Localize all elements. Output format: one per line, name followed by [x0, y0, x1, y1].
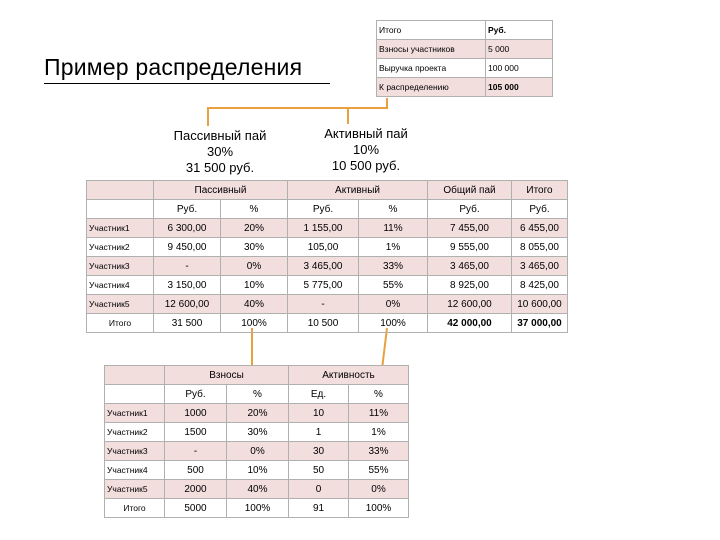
row-label: Участник2	[87, 238, 154, 257]
cell-value: 105,00	[288, 238, 359, 257]
group-total-pai: Общий пай	[428, 181, 512, 200]
cell-value: 9 450,00	[154, 238, 221, 257]
cell-value: 0%	[221, 257, 288, 276]
table-row	[105, 442, 409, 461]
row-label: Участник4	[105, 461, 165, 480]
row-label: Итого	[105, 499, 165, 518]
total-row	[87, 314, 568, 333]
cell-value: 2000	[165, 480, 227, 499]
subheader: Ед.	[289, 385, 349, 404]
table-row	[105, 480, 409, 499]
cell-value: 11%	[359, 219, 428, 238]
summary-header-label: Итого	[377, 21, 486, 40]
cell-value: 5000	[165, 499, 227, 518]
connector-to-activity	[382, 328, 387, 369]
cell-value: 42 000,00	[428, 314, 512, 333]
cell-value: 31 500	[154, 314, 221, 333]
corner-cell	[87, 181, 154, 200]
cell-value: 30	[289, 442, 349, 461]
summary-row-value: 5 000	[486, 40, 553, 59]
cell-value: 500	[165, 461, 227, 480]
cell-value: -	[165, 442, 227, 461]
total-row	[105, 499, 409, 518]
cell-value: 6 300,00	[154, 219, 221, 238]
active-pai-percent: 10%	[352, 142, 380, 157]
cell-value: 30%	[227, 423, 289, 442]
cell-value: 5 775,00	[288, 276, 359, 295]
cell-value: 10	[289, 404, 349, 423]
cell-value: 6 455,00	[512, 219, 568, 238]
cell-value: 1500	[165, 423, 227, 442]
cell-value: 20%	[227, 404, 289, 423]
summary-row-label: Взносы участников	[377, 40, 486, 59]
subheader: Руб.	[428, 200, 512, 219]
cell-value: 3 465,00	[428, 257, 512, 276]
table-row	[87, 219, 568, 238]
summary-row-label: К распределению	[377, 78, 486, 97]
group-total: Итого	[512, 181, 568, 200]
group-activity: Активность	[289, 366, 409, 385]
table-row	[87, 276, 568, 295]
cell-value: 1%	[359, 238, 428, 257]
connector-to-passive	[208, 98, 387, 126]
passive-pai-name: Пассивный пай	[173, 128, 267, 143]
cell-value: 37 000,00	[512, 314, 568, 333]
cell-value: 3 465,00	[512, 257, 568, 276]
table-row	[105, 423, 409, 442]
corner-cell	[105, 385, 165, 404]
cell-value: 8 425,00	[512, 276, 568, 295]
cell-value: -	[288, 295, 359, 314]
subheader: Руб.	[165, 385, 227, 404]
cell-value: 20%	[221, 219, 288, 238]
subheader: %	[349, 385, 409, 404]
table-row	[105, 461, 409, 480]
cell-value: 100%	[349, 499, 409, 518]
page-title: Пример распределения	[44, 54, 303, 80]
cell-value: 11%	[349, 404, 409, 423]
cell-value: 33%	[359, 257, 428, 276]
row-label: Участник3	[105, 442, 165, 461]
contributions-table	[104, 365, 409, 518]
table-row	[87, 238, 568, 257]
table-row	[87, 295, 568, 314]
active-pai-amount: 10 500 руб.	[331, 158, 401, 173]
passive-pai-block	[160, 128, 280, 176]
cell-value: 1	[289, 423, 349, 442]
subheader: Руб.	[154, 200, 221, 219]
summary-header-unit: Руб.	[486, 21, 553, 40]
cell-value: 50	[289, 461, 349, 480]
cell-value: 91	[289, 499, 349, 518]
cell-value: 0	[289, 480, 349, 499]
active-pai-name: Активный пай	[324, 126, 408, 141]
cell-value: 3 465,00	[288, 257, 359, 276]
subheader: %	[227, 385, 289, 404]
cell-value: 8 925,00	[428, 276, 512, 295]
row-label: Участник2	[105, 423, 165, 442]
corner-cell	[105, 366, 165, 385]
table-row	[87, 257, 568, 276]
cell-value: 55%	[359, 276, 428, 295]
summary-row-value: 105 000	[486, 78, 553, 97]
cell-value: 7 455,00	[428, 219, 512, 238]
cell-value: 10%	[227, 461, 289, 480]
row-label: Итого	[87, 314, 154, 333]
cell-value: 12 600,00	[428, 295, 512, 314]
row-label: Участник1	[87, 219, 154, 238]
passive-pai-amount: 31 500 руб.	[185, 160, 255, 175]
cell-value: 10 600,00	[512, 295, 568, 314]
row-label: Участник3	[87, 257, 154, 276]
cell-value: 100%	[221, 314, 288, 333]
corner-cell	[87, 200, 154, 219]
cell-value: 12 600,00	[154, 295, 221, 314]
summary-row-label: Выручка проекта	[377, 59, 486, 78]
row-label: Участник1	[105, 404, 165, 423]
cell-value: 0%	[227, 442, 289, 461]
cell-value: 40%	[227, 480, 289, 499]
cell-value: 1 155,00	[288, 219, 359, 238]
group-active: Активный	[288, 181, 428, 200]
distribution-table	[86, 180, 568, 333]
group-passive: Пассивный	[154, 181, 288, 200]
cell-value: 10 500	[288, 314, 359, 333]
group-contributions: Взносы	[165, 366, 289, 385]
cell-value: 1000	[165, 404, 227, 423]
cell-value: 40%	[221, 295, 288, 314]
cell-value: 100%	[359, 314, 428, 333]
row-label: Участник5	[105, 480, 165, 499]
cell-value: 33%	[349, 442, 409, 461]
table-row	[105, 404, 409, 423]
cell-value: 1%	[349, 423, 409, 442]
active-pai-block	[306, 126, 426, 174]
passive-pai-percent: 30%	[206, 144, 234, 159]
row-label: Участник5	[87, 295, 154, 314]
cell-value: 0%	[349, 480, 409, 499]
cell-value: -	[154, 257, 221, 276]
subheader: %	[359, 200, 428, 219]
cell-value: 0%	[359, 295, 428, 314]
summary-row-value: 100 000	[486, 59, 553, 78]
cell-value: 100%	[227, 499, 289, 518]
cell-value: 55%	[349, 461, 409, 480]
row-label: Участник4	[87, 276, 154, 295]
subheader: Руб.	[512, 200, 568, 219]
cell-value: 10%	[221, 276, 288, 295]
cell-value: 3 150,00	[154, 276, 221, 295]
subheader: Руб.	[288, 200, 359, 219]
subheader: %	[221, 200, 288, 219]
cell-value: 9 555,00	[428, 238, 512, 257]
cell-value: 30%	[221, 238, 288, 257]
cell-value: 8 055,00	[512, 238, 568, 257]
